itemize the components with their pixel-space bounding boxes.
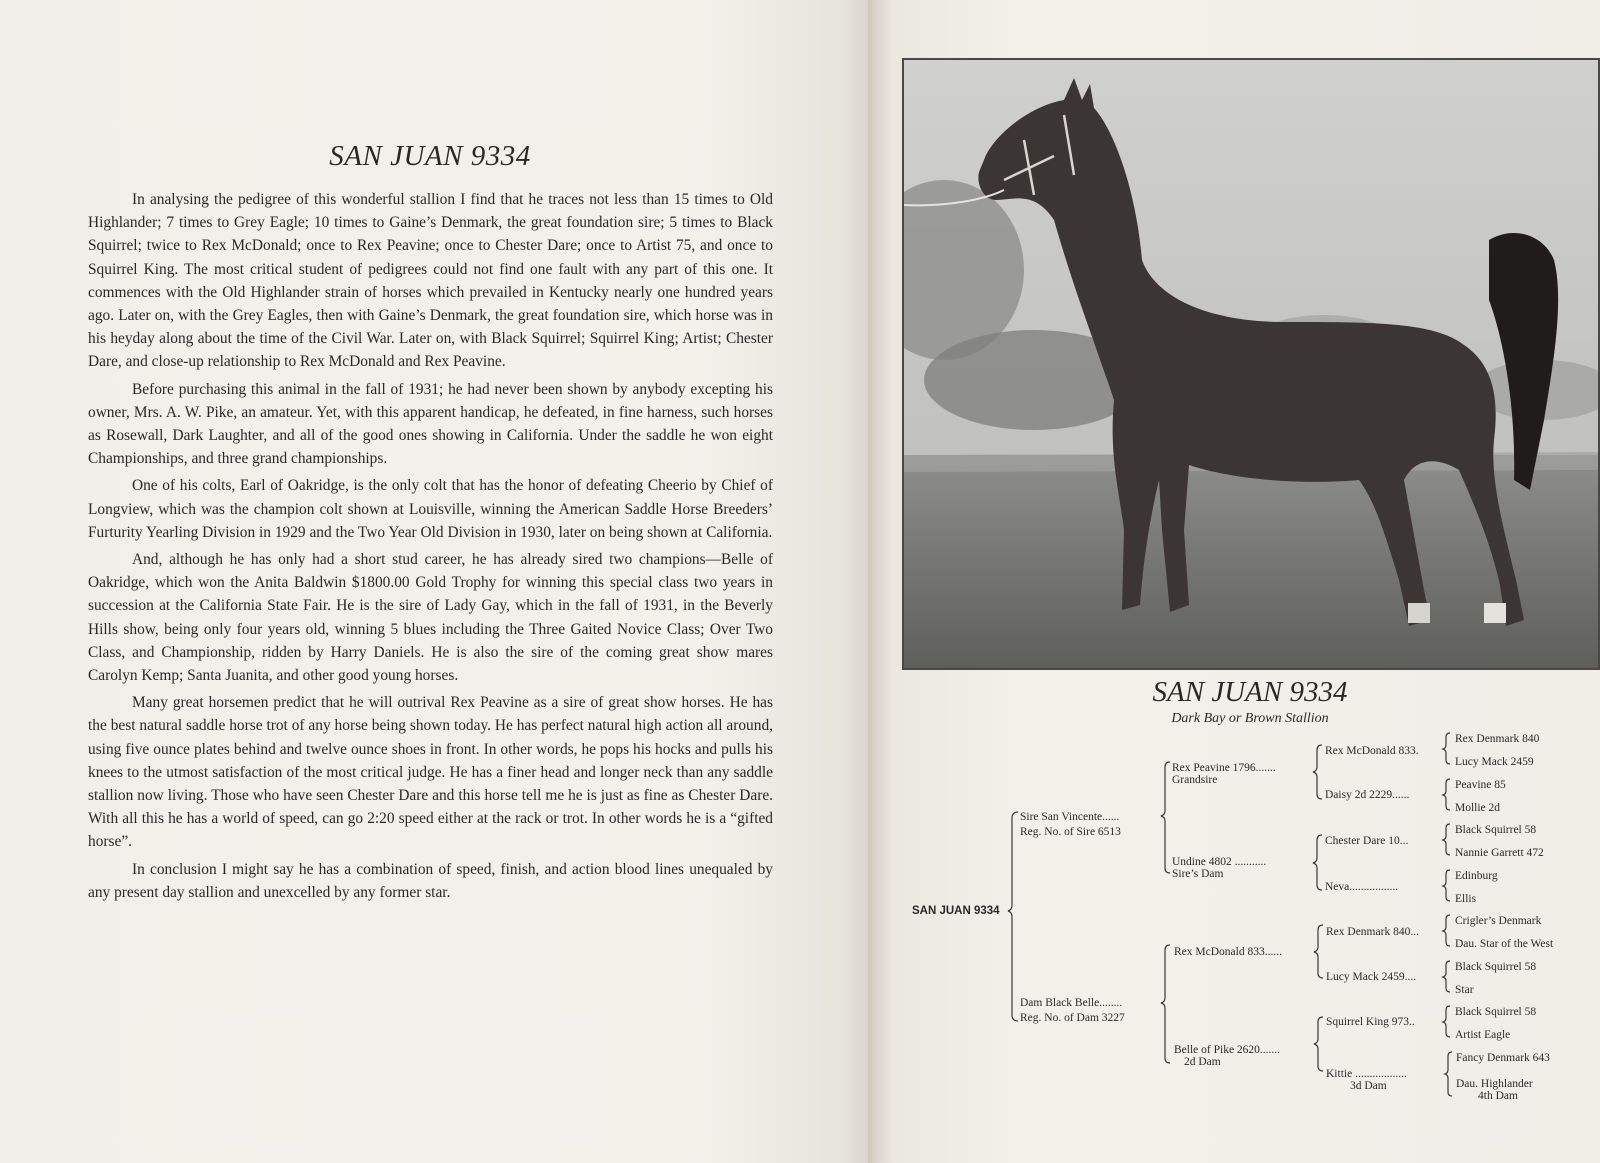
- pedigree-title: SAN JUAN 9334: [1152, 676, 1348, 708]
- paragraph: Many great horsemen predict that he will outrival Rex Peavine as a sire of great show horses. He has the best natural saddle horse trot of any horse being shown today. He has perfect natural high action all around, using five ounce plates behind and twelve ounce shoes in front. In other words, he pops his hocks and pulls his knees to the utmost satisfaction of the most critical judge. He has a finer head and longer neck than any saddle stallion now living. Those who have seen Chester Dare and this horse tell me he is just as fine as Chester Dare. With all this he has a world of speed, can go 2:20 speed either at the rack or trot. In other words he is a “gifted horse”.: [88, 694, 773, 851]
- pedigree-gen4: Fancy Denmark 643: [1456, 1052, 1550, 1064]
- pedigree-note: 3d Dam: [1350, 1080, 1387, 1092]
- pedigree-gen4: Star: [1455, 984, 1474, 996]
- pedigree-gen4: Ellis: [1455, 893, 1477, 905]
- pedigree-gen3: Squirrel King 973..: [1326, 1016, 1415, 1028]
- pedigree-subtitle: Dark Bay or Brown Stallion: [1171, 711, 1329, 726]
- pedigree-note: Grandsire: [1172, 774, 1218, 786]
- pedigree-note: 4th Dam: [1478, 1090, 1518, 1102]
- pedigree-dam-dam: Belle of Pike 2620.......: [1174, 1044, 1281, 1056]
- pedigree-gen3: Lucy Mack 2459....: [1326, 971, 1417, 983]
- pedigree-gen4: Dau. Star of the West: [1455, 938, 1554, 950]
- pedigree-gen4: Crigler’s Denmark: [1455, 915, 1542, 927]
- pedigree-sire-dam: Undine 4802 ...........: [1172, 856, 1267, 868]
- pedigree-gen3: Rex McDonald 833.: [1325, 745, 1419, 757]
- pedigree-sire: Sire San Vincente......: [1020, 811, 1120, 823]
- pedigree-subject: SAN JUAN 9334: [912, 905, 1000, 917]
- pedigree-gen4: Black Squirrel 58: [1455, 824, 1537, 836]
- pedigree-gen4: Dau. Highlander: [1456, 1078, 1533, 1090]
- pedigree-gen4: Nannie Garrett 472: [1455, 847, 1544, 859]
- pedigree-gen4: Lucy Mack 2459: [1455, 756, 1534, 768]
- article-body: [88, 188, 773, 908]
- pedigree-gen3: Rex Denmark 840...: [1326, 926, 1419, 938]
- paragraph: In analysing the pedigree of this wonderful stallion I find that he traces not less than 15 times to Old Highlander; 7 times to Grey Eagle; 10 times to Gaine’s Denmark, the great foundation sire; 5 times to Black Squirrel; twice to Rex McDonald; once to Rex Peavine; once to Chester Dare; once to Artist 75, and once to Squirrel King. The most critical student of pedigrees could not find one fault with any part of this one. It commences with the Old Highlander strain of horses which prevailed in Kentucky nearly one hundred years ago. Later on, with the Grey Eagles, then with Gaine’s Denmark, the great foundation sire, which horse was in his heyday along about the time of the Civil War. Later on, with Black Squirrel; Squirrel King; Artist; Chester Dare, and close-up relationship to Rex McDonald and Rex Peavine.: [88, 191, 773, 371]
- horse-photograph: [902, 58, 1600, 670]
- pedigree-gen4: Black Squirrel 58: [1455, 961, 1537, 973]
- pedigree-gen4: Rex Denmark 840: [1455, 733, 1540, 745]
- pedigree-gen3: Daisy 2d 2229......: [1325, 789, 1410, 801]
- pedigree-dam-reg: Reg. No. of Dam 3227: [1020, 1012, 1125, 1024]
- pedigree-note: 2d Dam: [1184, 1056, 1221, 1068]
- pedigree-gen3: Kittie ..................: [1326, 1068, 1407, 1080]
- paragraph: One of his colts, Earl of Oakridge, is the only colt that has the honor of defeating Cheerio by Chief of Longview, which was the champion colt shown at Louisville, winning the American Saddle Horse Breeders’ Furturity Yearling Division in 1929 and the Two Year Old Division in 1930, later on being shown at California.: [88, 477, 773, 541]
- pedigree-sire-sire: Rex Peavine 1796.......: [1172, 762, 1276, 774]
- pedigree-gen4: Artist Eagle: [1455, 1029, 1511, 1041]
- pedigree-dam: Dam Black Belle........: [1020, 997, 1123, 1009]
- paragraph: In conclusion I might say he has a combination of speed, finish, and action blood lines unequaled by any present day stallion and unexcelled by any former star.: [88, 860, 773, 901]
- pedigree-gen4: Black Squirrel 58: [1455, 1006, 1537, 1018]
- pedigree-dam-sire: Rex McDonald 833......: [1174, 946, 1282, 958]
- pedigree-note: Sire’s Dam: [1172, 868, 1224, 880]
- paragraph: Before purchasing this animal in the fall of 1931; he had never been shown by anybody excepting his owner, Mrs. A. W. Pike, an amateur. Yet, with this apparent handicap, he defeated, in fine harness, such horses as Rosewall, Dark Laughter, and all of the good ones showing in California. Under the saddle he won eight Championships, and three grand championships.: [88, 380, 773, 468]
- pedigree-gen4: Mollie 2d: [1455, 802, 1501, 814]
- pedigree-gen3: Neva.................: [1325, 881, 1399, 893]
- pedigree-gen4: Edinburg: [1455, 870, 1498, 882]
- paragraph: And, although he has only had a short stud career, he has already sired two champions—Belle of Oakridge, which won the Anita Baldwin $1800.00 Gold Trophy for winning this special class two years in succession at the California State Fair. He is the sire of Lady Gay, which in the fall of 1931, in the Beverly Hills show, being only four years old, winning 5 blues including the Three Gaited Novice Class; Over Two Class, and Championship, ridden by Harry Daniels. He is also the sire of the coming great show mares Carolyn Kemp; Santa Juanita, and other good young horses.: [88, 551, 773, 685]
- pedigree-sire-reg: Reg. No. of Sire 6513: [1020, 826, 1121, 838]
- pedigree-gen3: Chester Dare 10...: [1325, 835, 1409, 847]
- horse-illustration: [904, 60, 1598, 668]
- page-title: SAN JUAN 9334: [329, 140, 531, 172]
- pedigree-gen4: Peavine 85: [1455, 779, 1506, 791]
